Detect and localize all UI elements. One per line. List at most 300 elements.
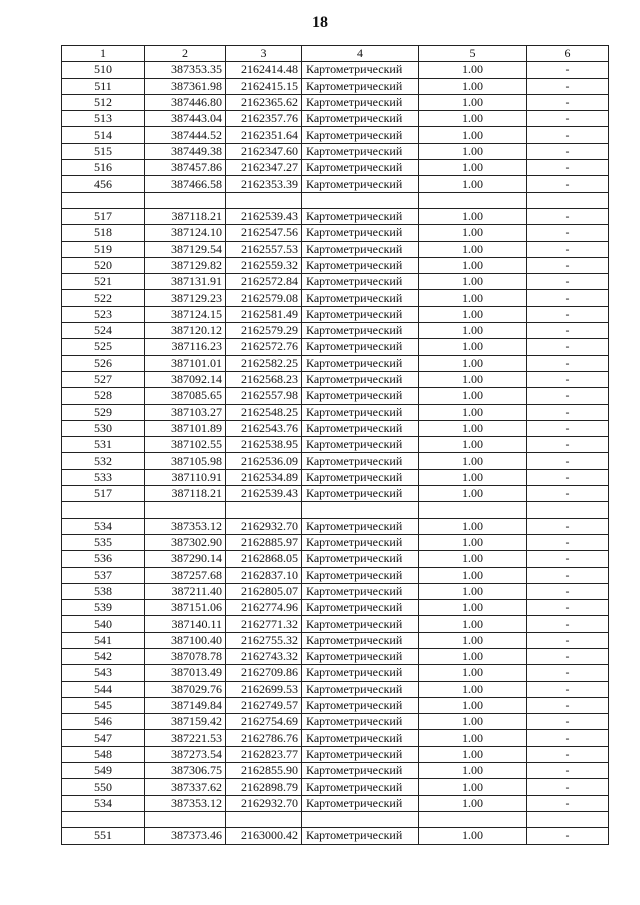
x-coordinate-cell: 387211.40 xyxy=(145,583,226,599)
empty-cell xyxy=(302,811,419,827)
y-coordinate-cell: 2162548.25 xyxy=(226,404,302,420)
y-coordinate-cell: 2162837.10 xyxy=(226,567,302,583)
y-coordinate-cell: 2162855.90 xyxy=(226,763,302,779)
accuracy-cell: 1.00 xyxy=(419,420,527,436)
accuracy-cell: 1.00 xyxy=(419,339,527,355)
note-cell: - xyxy=(527,632,609,648)
note-cell: - xyxy=(527,437,609,453)
accuracy-cell: 1.00 xyxy=(419,127,527,143)
table-row xyxy=(62,404,609,420)
method-cell: Картометрический xyxy=(302,534,419,550)
table-row xyxy=(62,567,609,583)
accuracy-cell: 1.00 xyxy=(419,62,527,78)
point-number-cell: 543 xyxy=(62,665,145,681)
method-cell: Картометрический xyxy=(302,208,419,224)
x-coordinate-cell: 387443.04 xyxy=(145,111,226,127)
y-coordinate-cell: 2162534.89 xyxy=(226,469,302,485)
x-coordinate-cell: 387306.75 xyxy=(145,763,226,779)
separator-row xyxy=(62,192,609,208)
empty-cell xyxy=(62,811,145,827)
point-number-cell: 547 xyxy=(62,730,145,746)
method-cell: Картометрический xyxy=(302,795,419,811)
x-coordinate-cell: 387373.46 xyxy=(145,828,226,844)
y-coordinate-cell: 2162539.43 xyxy=(226,486,302,502)
table-row xyxy=(62,274,609,290)
accuracy-cell: 1.00 xyxy=(419,323,527,339)
accuracy-cell: 1.00 xyxy=(419,583,527,599)
accuracy-cell: 1.00 xyxy=(419,486,527,502)
y-coordinate-cell: 2162557.98 xyxy=(226,388,302,404)
table-row xyxy=(62,225,609,241)
x-coordinate-cell: 387105.98 xyxy=(145,453,226,469)
method-cell: Картометрический xyxy=(302,371,419,387)
table-row xyxy=(62,420,609,436)
method-cell: Картометрический xyxy=(302,143,419,159)
y-coordinate-cell: 2162932.70 xyxy=(226,795,302,811)
point-number-cell: 549 xyxy=(62,763,145,779)
y-coordinate-cell: 2163000.42 xyxy=(226,828,302,844)
point-number-cell: 525 xyxy=(62,339,145,355)
x-coordinate-cell: 387290.14 xyxy=(145,551,226,567)
method-cell: Картометрический xyxy=(302,176,419,192)
table-row xyxy=(62,241,609,257)
note-cell: - xyxy=(527,62,609,78)
empty-cell xyxy=(527,811,609,827)
table-row xyxy=(62,290,609,306)
table-row xyxy=(62,111,609,127)
x-coordinate-cell: 387129.23 xyxy=(145,290,226,306)
x-coordinate-cell: 387013.49 xyxy=(145,665,226,681)
note-cell: - xyxy=(527,714,609,730)
method-cell: Картометрический xyxy=(302,388,419,404)
empty-cell xyxy=(226,192,302,208)
table-row xyxy=(62,583,609,599)
method-cell: Картометрический xyxy=(302,241,419,257)
header-col-6: 6 xyxy=(527,46,609,62)
method-cell: Картометрический xyxy=(302,746,419,762)
table-row xyxy=(62,518,609,534)
point-number-cell: 536 xyxy=(62,551,145,567)
note-cell: - xyxy=(527,94,609,110)
point-number-cell: 526 xyxy=(62,355,145,371)
method-cell: Картометрический xyxy=(302,616,419,632)
accuracy-cell: 1.00 xyxy=(419,290,527,306)
y-coordinate-cell: 2162699.53 xyxy=(226,681,302,697)
table-row xyxy=(62,486,609,502)
point-number-cell: 538 xyxy=(62,583,145,599)
accuracy-cell: 1.00 xyxy=(419,681,527,697)
y-coordinate-cell: 2162823.77 xyxy=(226,746,302,762)
point-number-cell: 518 xyxy=(62,225,145,241)
y-coordinate-cell: 2162414.48 xyxy=(226,62,302,78)
note-cell: - xyxy=(527,665,609,681)
table-row xyxy=(62,62,609,78)
accuracy-cell: 1.00 xyxy=(419,371,527,387)
note-cell: - xyxy=(527,469,609,485)
note-cell: - xyxy=(527,567,609,583)
table-row xyxy=(62,355,609,371)
x-coordinate-cell: 387110.91 xyxy=(145,469,226,485)
empty-cell xyxy=(226,502,302,518)
y-coordinate-cell: 2162547.56 xyxy=(226,225,302,241)
method-cell: Картометрический xyxy=(302,779,419,795)
point-number-cell: 517 xyxy=(62,486,145,502)
table-row xyxy=(62,453,609,469)
point-number-cell: 539 xyxy=(62,600,145,616)
point-number-cell: 533 xyxy=(62,469,145,485)
x-coordinate-cell: 387131.91 xyxy=(145,274,226,290)
y-coordinate-cell: 2162771.32 xyxy=(226,616,302,632)
note-cell: - xyxy=(527,616,609,632)
x-coordinate-cell: 387151.06 xyxy=(145,600,226,616)
point-number-cell: 548 xyxy=(62,746,145,762)
note-cell: - xyxy=(527,746,609,762)
point-number-cell: 529 xyxy=(62,404,145,420)
separator-row xyxy=(62,811,609,827)
empty-cell xyxy=(145,811,226,827)
x-coordinate-cell: 387118.21 xyxy=(145,208,226,224)
accuracy-cell: 1.00 xyxy=(419,779,527,795)
method-cell: Картометрический xyxy=(302,665,419,681)
header-col-1: 1 xyxy=(62,46,145,62)
note-cell: - xyxy=(527,453,609,469)
note-cell: - xyxy=(527,420,609,436)
empty-cell xyxy=(419,192,527,208)
method-cell: Картометрический xyxy=(302,469,419,485)
note-cell: - xyxy=(527,160,609,176)
point-number-cell: 541 xyxy=(62,632,145,648)
method-cell: Картометрический xyxy=(302,828,419,844)
note-cell: - xyxy=(527,534,609,550)
y-coordinate-cell: 2162885.97 xyxy=(226,534,302,550)
y-coordinate-cell: 2162415.15 xyxy=(226,78,302,94)
note-cell: - xyxy=(527,241,609,257)
table-body xyxy=(62,62,609,844)
point-number-cell: 523 xyxy=(62,306,145,322)
x-coordinate-cell: 387446.80 xyxy=(145,94,226,110)
accuracy-cell: 1.00 xyxy=(419,78,527,94)
note-cell: - xyxy=(527,600,609,616)
table-row xyxy=(62,746,609,762)
note-cell: - xyxy=(527,404,609,420)
empty-cell xyxy=(302,502,419,518)
accuracy-cell: 1.00 xyxy=(419,208,527,224)
method-cell: Картометрический xyxy=(302,697,419,713)
table-row xyxy=(62,208,609,224)
method-cell: Картометрический xyxy=(302,339,419,355)
table-row xyxy=(62,323,609,339)
note-cell: - xyxy=(527,355,609,371)
y-coordinate-cell: 2162582.25 xyxy=(226,355,302,371)
x-coordinate-cell: 387466.58 xyxy=(145,176,226,192)
table-row xyxy=(62,600,609,616)
method-cell: Картометрический xyxy=(302,225,419,241)
note-cell: - xyxy=(527,208,609,224)
accuracy-cell: 1.00 xyxy=(419,714,527,730)
x-coordinate-cell: 387159.42 xyxy=(145,714,226,730)
note-cell: - xyxy=(527,274,609,290)
x-coordinate-cell: 387129.82 xyxy=(145,257,226,273)
table-row xyxy=(62,437,609,453)
point-number-cell: 528 xyxy=(62,388,145,404)
y-coordinate-cell: 2162754.69 xyxy=(226,714,302,730)
y-coordinate-cell: 2162351.64 xyxy=(226,127,302,143)
table-row xyxy=(62,632,609,648)
x-coordinate-cell: 387140.11 xyxy=(145,616,226,632)
x-coordinate-cell: 387353.12 xyxy=(145,518,226,534)
method-cell: Картометрический xyxy=(302,62,419,78)
note-cell: - xyxy=(527,257,609,273)
accuracy-cell: 1.00 xyxy=(419,257,527,273)
method-cell: Картометрический xyxy=(302,551,419,567)
point-number-cell: 510 xyxy=(62,62,145,78)
note-cell: - xyxy=(527,648,609,664)
method-cell: Картометрический xyxy=(302,274,419,290)
empty-cell xyxy=(62,502,145,518)
x-coordinate-cell: 387124.10 xyxy=(145,225,226,241)
empty-cell xyxy=(527,502,609,518)
table-row xyxy=(62,388,609,404)
method-cell: Картометрический xyxy=(302,583,419,599)
method-cell: Картометрический xyxy=(302,600,419,616)
x-coordinate-cell: 387457.86 xyxy=(145,160,226,176)
method-cell: Картометрический xyxy=(302,306,419,322)
empty-cell xyxy=(527,192,609,208)
x-coordinate-cell: 387361.98 xyxy=(145,78,226,94)
note-cell: - xyxy=(527,779,609,795)
x-coordinate-cell: 387124.15 xyxy=(145,306,226,322)
method-cell: Картометрический xyxy=(302,160,419,176)
x-coordinate-cell: 387101.89 xyxy=(145,420,226,436)
point-number-cell: 545 xyxy=(62,697,145,713)
point-number-cell: 534 xyxy=(62,518,145,534)
table-row xyxy=(62,828,609,844)
point-number-cell: 511 xyxy=(62,78,145,94)
header-col-4: 4 xyxy=(302,46,419,62)
y-coordinate-cell: 2162786.76 xyxy=(226,730,302,746)
accuracy-cell: 1.00 xyxy=(419,225,527,241)
x-coordinate-cell: 387302.90 xyxy=(145,534,226,550)
accuracy-cell: 1.00 xyxy=(419,176,527,192)
table-row xyxy=(62,143,609,159)
note-cell: - xyxy=(527,127,609,143)
method-cell: Картометрический xyxy=(302,681,419,697)
x-coordinate-cell: 387116.23 xyxy=(145,339,226,355)
point-number-cell: 522 xyxy=(62,290,145,306)
point-number-cell: 537 xyxy=(62,567,145,583)
y-coordinate-cell: 2162709.86 xyxy=(226,665,302,681)
table-row xyxy=(62,160,609,176)
method-cell: Картометрический xyxy=(302,730,419,746)
note-cell: - xyxy=(527,143,609,159)
x-coordinate-cell: 387337.62 xyxy=(145,779,226,795)
method-cell: Картометрический xyxy=(302,290,419,306)
method-cell: Картометрический xyxy=(302,567,419,583)
table-row xyxy=(62,616,609,632)
point-number-cell: 520 xyxy=(62,257,145,273)
point-number-cell: 551 xyxy=(62,828,145,844)
y-coordinate-cell: 2162365.62 xyxy=(226,94,302,110)
accuracy-cell: 1.00 xyxy=(419,274,527,290)
note-cell: - xyxy=(527,551,609,567)
y-coordinate-cell: 2162581.49 xyxy=(226,306,302,322)
y-coordinate-cell: 2162543.76 xyxy=(226,420,302,436)
accuracy-cell: 1.00 xyxy=(419,665,527,681)
method-cell: Картометрический xyxy=(302,111,419,127)
x-coordinate-cell: 387085.65 xyxy=(145,388,226,404)
y-coordinate-cell: 2162559.32 xyxy=(226,257,302,273)
header-col-5: 5 xyxy=(419,46,527,62)
y-coordinate-cell: 2162579.08 xyxy=(226,290,302,306)
empty-cell xyxy=(62,192,145,208)
accuracy-cell: 1.00 xyxy=(419,632,527,648)
y-coordinate-cell: 2162579.29 xyxy=(226,323,302,339)
table-row xyxy=(62,176,609,192)
method-cell: Картометрический xyxy=(302,518,419,534)
accuracy-cell: 1.00 xyxy=(419,730,527,746)
point-number-cell: 535 xyxy=(62,534,145,550)
x-coordinate-cell: 387444.52 xyxy=(145,127,226,143)
x-coordinate-cell: 387103.27 xyxy=(145,404,226,420)
note-cell: - xyxy=(527,828,609,844)
y-coordinate-cell: 2162557.53 xyxy=(226,241,302,257)
point-number-cell: 534 xyxy=(62,795,145,811)
table-row xyxy=(62,648,609,664)
y-coordinate-cell: 2162868.05 xyxy=(226,551,302,567)
table-row xyxy=(62,78,609,94)
empty-cell xyxy=(145,192,226,208)
table-row xyxy=(62,94,609,110)
table-row xyxy=(62,257,609,273)
note-cell: - xyxy=(527,763,609,779)
note-cell: - xyxy=(527,795,609,811)
table-row xyxy=(62,763,609,779)
table-row xyxy=(62,469,609,485)
accuracy-cell: 1.00 xyxy=(419,388,527,404)
x-coordinate-cell: 387221.53 xyxy=(145,730,226,746)
method-cell: Картометрический xyxy=(302,632,419,648)
note-cell: - xyxy=(527,371,609,387)
point-number-cell: 546 xyxy=(62,714,145,730)
method-cell: Картометрический xyxy=(302,127,419,143)
method-cell: Картометрический xyxy=(302,453,419,469)
table-row xyxy=(62,714,609,730)
table-row xyxy=(62,534,609,550)
point-number-cell: 514 xyxy=(62,127,145,143)
table-row xyxy=(62,127,609,143)
accuracy-cell: 1.00 xyxy=(419,160,527,176)
method-cell: Картометрический xyxy=(302,763,419,779)
accuracy-cell: 1.00 xyxy=(419,94,527,110)
accuracy-cell: 1.00 xyxy=(419,404,527,420)
header-col-2: 2 xyxy=(145,46,226,62)
y-coordinate-cell: 2162898.79 xyxy=(226,779,302,795)
point-number-cell: 456 xyxy=(62,176,145,192)
note-cell: - xyxy=(527,681,609,697)
x-coordinate-cell: 387353.12 xyxy=(145,795,226,811)
x-coordinate-cell: 387100.40 xyxy=(145,632,226,648)
y-coordinate-cell: 2162755.32 xyxy=(226,632,302,648)
empty-cell xyxy=(419,811,527,827)
point-number-cell: 550 xyxy=(62,779,145,795)
y-coordinate-cell: 2162572.84 xyxy=(226,274,302,290)
accuracy-cell: 1.00 xyxy=(419,648,527,664)
note-cell: - xyxy=(527,339,609,355)
accuracy-cell: 1.00 xyxy=(419,241,527,257)
table-row xyxy=(62,795,609,811)
x-coordinate-cell: 387092.14 xyxy=(145,371,226,387)
accuracy-cell: 1.00 xyxy=(419,600,527,616)
point-number-cell: 524 xyxy=(62,323,145,339)
y-coordinate-cell: 2162536.09 xyxy=(226,453,302,469)
table-row xyxy=(62,306,609,322)
accuracy-cell: 1.00 xyxy=(419,306,527,322)
note-cell: - xyxy=(527,388,609,404)
note-cell: - xyxy=(527,111,609,127)
note-cell: - xyxy=(527,697,609,713)
y-coordinate-cell: 2162353.39 xyxy=(226,176,302,192)
empty-cell xyxy=(302,192,419,208)
note-cell: - xyxy=(527,78,609,94)
x-coordinate-cell: 387118.21 xyxy=(145,486,226,502)
y-coordinate-cell: 2162743.32 xyxy=(226,648,302,664)
note-cell: - xyxy=(527,583,609,599)
point-number-cell: 540 xyxy=(62,616,145,632)
accuracy-cell: 1.00 xyxy=(419,437,527,453)
note-cell: - xyxy=(527,518,609,534)
point-number-cell: 527 xyxy=(62,371,145,387)
x-coordinate-cell: 387353.35 xyxy=(145,62,226,78)
method-cell: Картометрический xyxy=(302,355,419,371)
accuracy-cell: 1.00 xyxy=(419,355,527,371)
method-cell: Картометрический xyxy=(302,420,419,436)
note-cell: - xyxy=(527,306,609,322)
note-cell: - xyxy=(527,486,609,502)
y-coordinate-cell: 2162347.60 xyxy=(226,143,302,159)
point-number-cell: 521 xyxy=(62,274,145,290)
accuracy-cell: 1.00 xyxy=(419,143,527,159)
x-coordinate-cell: 387257.68 xyxy=(145,567,226,583)
point-number-cell: 512 xyxy=(62,94,145,110)
empty-cell xyxy=(226,811,302,827)
header-col-3: 3 xyxy=(226,46,302,62)
x-coordinate-cell: 387029.76 xyxy=(145,681,226,697)
accuracy-cell: 1.00 xyxy=(419,551,527,567)
method-cell: Картометрический xyxy=(302,486,419,502)
point-number-cell: 532 xyxy=(62,453,145,469)
note-cell: - xyxy=(527,290,609,306)
x-coordinate-cell: 387149.84 xyxy=(145,697,226,713)
y-coordinate-cell: 2162774.96 xyxy=(226,600,302,616)
y-coordinate-cell: 2162932.70 xyxy=(226,518,302,534)
table-header xyxy=(62,46,609,62)
method-cell: Картометрический xyxy=(302,257,419,273)
y-coordinate-cell: 2162357.76 xyxy=(226,111,302,127)
accuracy-cell: 1.00 xyxy=(419,763,527,779)
y-coordinate-cell: 2162805.07 xyxy=(226,583,302,599)
accuracy-cell: 1.00 xyxy=(419,746,527,762)
accuracy-cell: 1.00 xyxy=(419,453,527,469)
x-coordinate-cell: 387449.38 xyxy=(145,143,226,159)
separator-row xyxy=(62,502,609,518)
point-number-cell: 515 xyxy=(62,143,145,159)
accuracy-cell: 1.00 xyxy=(419,697,527,713)
y-coordinate-cell: 2162347.27 xyxy=(226,160,302,176)
point-number-cell: 513 xyxy=(62,111,145,127)
y-coordinate-cell: 2162539.43 xyxy=(226,208,302,224)
point-number-cell: 544 xyxy=(62,681,145,697)
table-row xyxy=(62,730,609,746)
